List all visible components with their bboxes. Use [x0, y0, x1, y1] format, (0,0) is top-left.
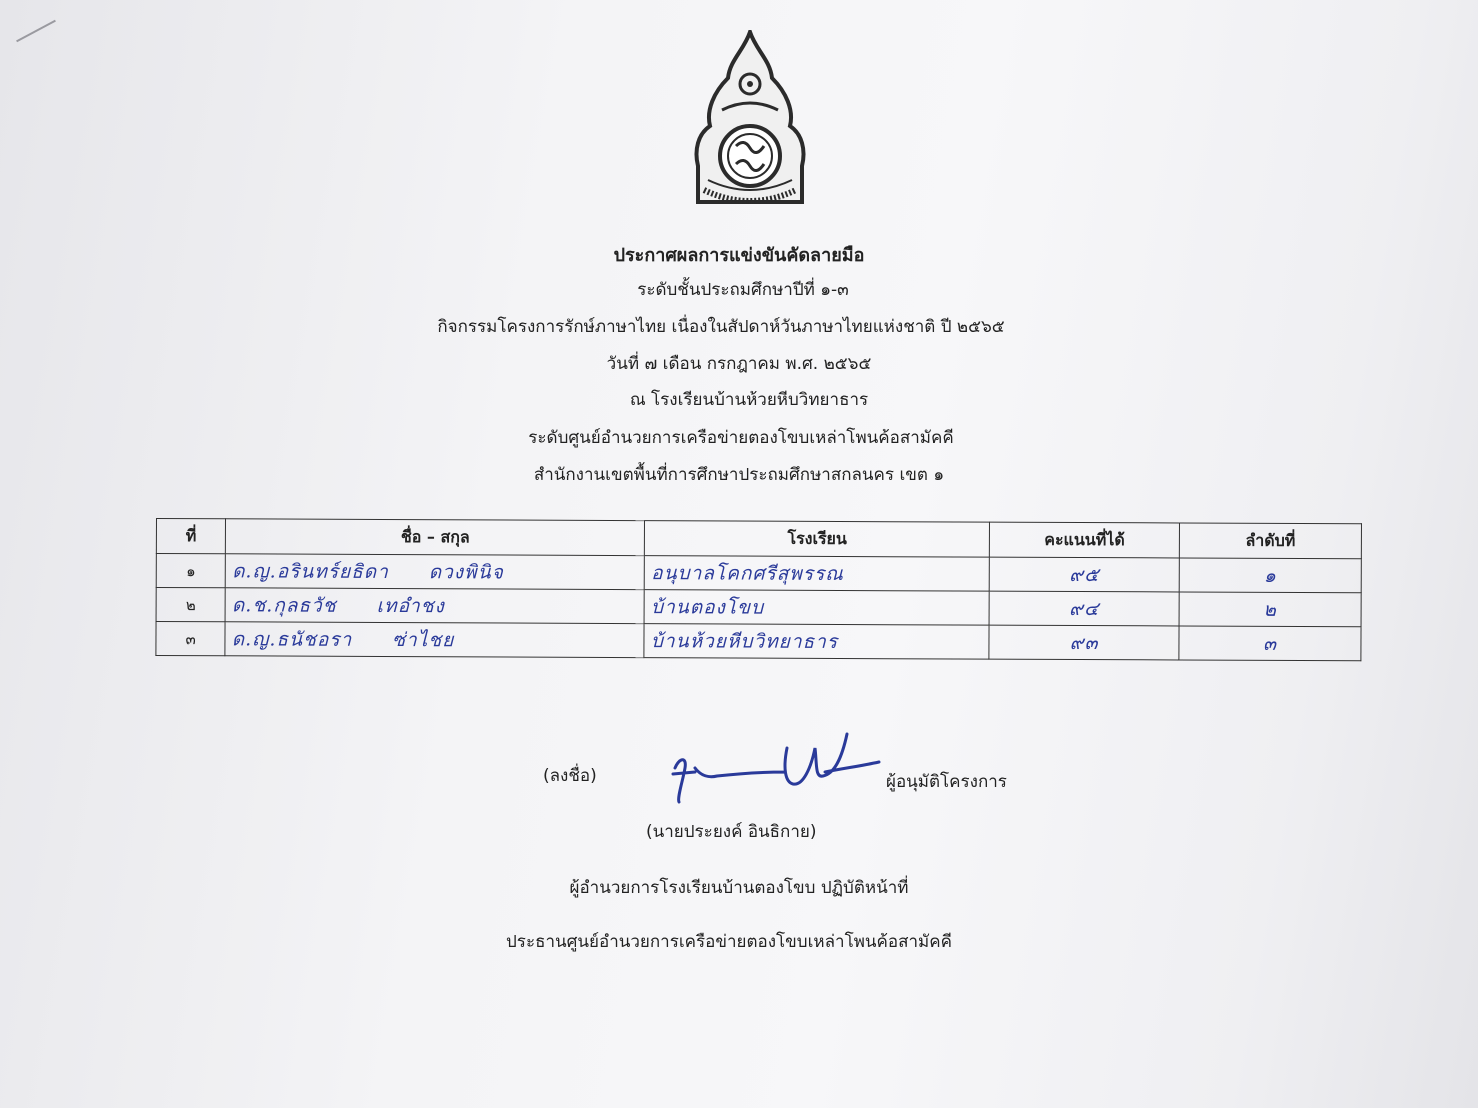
subtitle-network: ระดับศูนย์อำนวยการเครือข่ายตองโขบเหล่าโพนค้อสามัคคี: [528, 428, 954, 448]
subtitle-office: สำนักงานเขตพื้นที่การศึกษาประถมศึกษาสกลนคร เขต ๑: [533, 465, 945, 485]
ministry-seal-emblem: [690, 30, 810, 220]
score-cell: ๙๔: [989, 591, 1179, 626]
table-header-row: [156, 519, 1361, 559]
signatory-name: (นายประยงค์ อินธิกาย): [646, 822, 817, 842]
student-first-name: ด.ญ.ธนัชอรา: [231, 627, 353, 651]
table-row: [156, 622, 1361, 661]
handwritten-signature: [665, 728, 885, 808]
score-cell: ๙๕: [989, 557, 1179, 592]
school-cell: บ้านห้วยหีบวิทยาธาร: [644, 624, 989, 660]
header-score: คะแนนที่ได้: [989, 522, 1179, 558]
rank-cell: ๑: [1179, 558, 1361, 593]
score-cell: ๙๓: [989, 625, 1179, 660]
rank-cell: ๒: [1179, 592, 1361, 627]
header-name: ชื่อ – สกุล: [226, 519, 645, 556]
subtitle-grade-level: ระดับชั้นประถมศึกษาปีที่ ๑-๓: [637, 280, 849, 300]
school-cell: บ้านตองโขบ: [644, 590, 989, 626]
rank-cell: ๓: [1179, 626, 1361, 661]
student-last-name: เทอำชง: [376, 594, 445, 617]
results-table: [155, 518, 1362, 661]
document-title: ประกาศผลการแข่งขันคัดลายมือ: [613, 245, 865, 266]
row-number: ๒: [156, 588, 225, 622]
signature-label: (ลงชื่อ): [543, 766, 597, 786]
table-row: [156, 588, 1361, 627]
header-rank: ลำดับที่: [1179, 523, 1361, 559]
student-last-name: ซ่าไชย: [392, 628, 455, 651]
student-first-name: ด.ช.กุลธวัช: [231, 593, 337, 617]
row-number: ๑: [156, 554, 225, 588]
signature-role: ผู้อนุมัติโครงการ: [886, 772, 1007, 792]
subtitle-activity: กิจกรรมโครงการรักษ์ภาษาไทย เนื่องในสัปดาห์วันภาษาไทยแห่งชาติ ปี ๒๕๖๕: [437, 317, 1005, 337]
student-first-name: ด.ญ.อรินทร์ยธิดา: [232, 559, 389, 583]
signatory-position: ผู้อำนวยการโรงเรียนบ้านตองโขบ ปฏิบัติหน้าที่: [569, 878, 909, 898]
pencil-mark: [16, 20, 56, 42]
student-name-cell: [225, 622, 644, 658]
subtitle-date: วันที่ ๗ เดือน กรกฎาคม พ.ศ. ๒๕๖๕: [606, 354, 872, 374]
student-last-name: ดวงพินิจ: [428, 560, 504, 584]
header-no: ที่: [156, 519, 225, 554]
table-row: [156, 554, 1361, 593]
header-school: โรงเรียน: [645, 521, 990, 558]
subtitle-venue: ณ โรงเรียนบ้านห้วยหีบวิทยาธาร: [629, 390, 869, 410]
school-cell: อนุบาลโคกศรีสุพรรณ: [645, 556, 990, 592]
signatory-position-chair: ประธานศูนย์อำนวยการเครือข่ายตองโขบเหล่าโพนค้อสามัคคี: [506, 932, 952, 952]
student-name-cell: [225, 588, 644, 624]
student-name-cell: [226, 554, 645, 590]
row-number: ๓: [156, 622, 225, 656]
